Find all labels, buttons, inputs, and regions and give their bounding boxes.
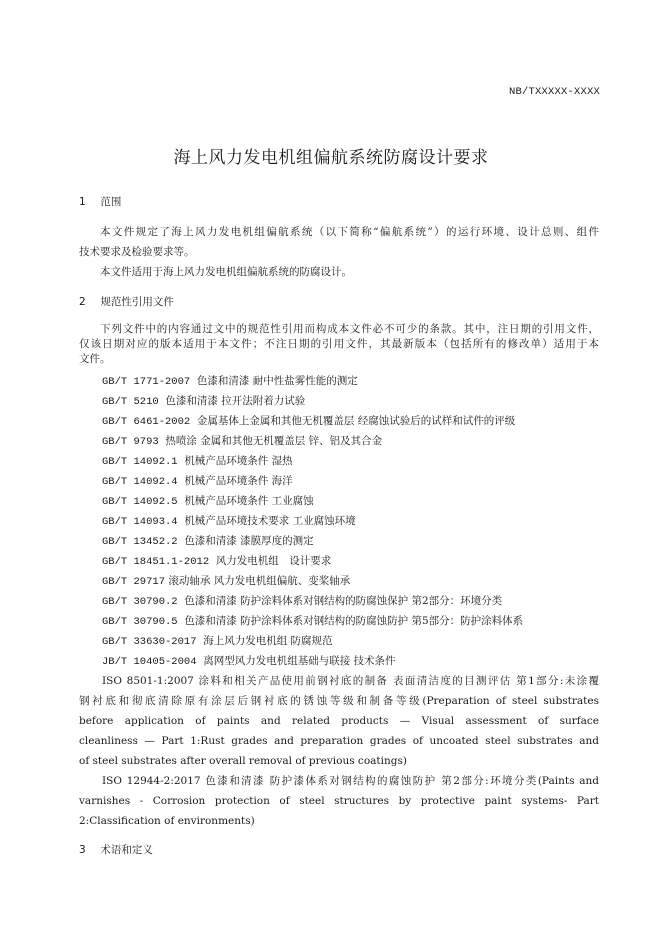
text-line: varnishes - Corrosion protection of steel structures by protective paint systems- Part — [79, 795, 599, 807]
reference-item — [102, 573, 350, 588]
text-line: ISO 12944-2:2017 色漆和清漆 防护漆体系对钢结构的腐蚀防护 第2部分:环境分类(Paints and — [102, 775, 599, 787]
scope-paragraph-2: 本文件适用于海上风力发电机组偏航系统的防腐设计。 — [100, 266, 352, 278]
reference-title: 离网型风力发电机组基础与联接 技术条件 — [203, 655, 396, 667]
document-title: 海上风力发电机组偏航系统防腐设计要求 — [173, 148, 489, 168]
section-heading — [79, 194, 121, 209]
reference-item — [102, 433, 382, 448]
reference-code: GB/T 18451.1-2012 — [102, 556, 210, 568]
reference-title: 机械产品环境条件 湿热 — [184, 455, 293, 467]
reference-item — [102, 553, 331, 568]
reference-code: GB/T 30790.5 — [102, 616, 178, 628]
text-line: 技术要求及检验要求等。 — [79, 246, 195, 258]
reference-title: 色漆和清漆 漆膜厚度的测定 — [184, 535, 314, 547]
reference-code: JB/T 10405-2004 — [102, 656, 197, 668]
text-line: before application of paints and related products — Visual assessment of surface — [79, 715, 599, 727]
text-line: of steel substrates after overall removal of previous coatings) — [79, 755, 407, 767]
reference-code: GB/T 5210 — [102, 396, 159, 408]
text-line: 下列文件中的内容通过文中的规范性引用而构成本文件必不可少的条款。其中，注日期的引用文件， — [100, 323, 599, 335]
reference-item — [102, 453, 293, 468]
reference-title: 风力发电机组 设计要求 — [215, 555, 332, 567]
reference-item — [102, 533, 314, 548]
reference-item — [102, 633, 333, 648]
reference-title: 机械产品环境技术要求 工业腐蚀环境 — [184, 515, 356, 527]
text-line: ISO 8501-1:2007 涂料和相关产品使用前钢衬底的制备 表面清洁度的目测评估 第1部分:未涂覆 — [102, 675, 599, 687]
section-number: 1 — [79, 196, 86, 208]
reference-title: 色漆和清漆 防护涂料体系对钢结构的防腐蚀保护 第2部分：环境分类 — [184, 595, 503, 607]
reference-code: GB/T 9793 — [102, 436, 159, 448]
section-heading — [79, 294, 174, 309]
section-title: 范围 — [100, 196, 122, 208]
reference-code: GB/T 13452.2 — [102, 536, 178, 548]
reference-item — [102, 373, 358, 388]
iso-reference-item — [79, 671, 599, 771]
section-number: 3 — [79, 844, 86, 856]
reference-code: GB/T 14092.4 — [102, 476, 178, 488]
section-title: 规范性引用文件 — [100, 296, 174, 308]
reference-title: 色漆和清漆 耐中性盐雾性能的测定 — [196, 375, 358, 387]
reference-item — [102, 613, 523, 628]
reference-title: 机械产品环境条件 海洋 — [184, 475, 293, 487]
text-line: 钢衬底和彻底清除原有涂层后钢衬底的锈蚀等级和制备等级(Preparation of steel substrates — [79, 695, 599, 707]
reference-title: 滚动轴承 风力发电机组偏航、变桨轴承 — [168, 575, 351, 587]
reference-code: GB/T 29717 — [102, 576, 166, 588]
reference-code: GB/T 30790.2 — [102, 596, 178, 608]
reference-item — [102, 473, 293, 488]
iso-reference-item — [79, 771, 599, 831]
reference-code: GB/T 33630-2017 — [102, 636, 197, 648]
text-line: 文件。 — [79, 353, 111, 365]
text-line: 2:Classification of environments) — [79, 815, 255, 827]
reference-item — [102, 393, 305, 408]
section-title: 术语和定义 — [100, 844, 153, 856]
text-line: cleanliness — Part 1:Rust grades and preparation grades of uncoated steel substrates and — [79, 735, 599, 747]
reference-item — [102, 513, 356, 528]
text-line: 本文件规定了海上风力发电机组偏航系统（以下简称“偏航系统”）的运行环境、设计总则、组件 — [100, 226, 599, 238]
reference-title: 海上风力发电机组 防腐规范 — [203, 635, 333, 647]
reference-title: 色漆和清漆 拉开法附着力试验 — [165, 395, 306, 407]
reference-code: GB/T 1771-2007 — [102, 376, 191, 388]
reference-code: GB/T 6461-2002 — [102, 416, 191, 428]
reference-item — [102, 593, 502, 608]
reference-code: GB/T 14092.5 — [102, 496, 178, 508]
text-line: 仅该日期对应的版本适用于本文件；不注日期的引用文件，其最新版本（包括所有的修改单）适用于本 — [79, 338, 599, 350]
reference-title: 金属基体上金属和其他无机覆盖层 经腐蚀试验后的试样和试件的评级 — [196, 415, 516, 427]
reference-title: 色漆和清漆 防护涂料体系对钢结构的防腐蚀防护 第5部分：防护涂料体系 — [184, 615, 524, 627]
reference-title: 机械产品环境条件 工业腐蚀 — [184, 495, 314, 507]
normative-intro — [79, 322, 599, 367]
reference-code: GB/T 14093.4 — [102, 516, 178, 528]
reference-item — [102, 493, 314, 508]
reference-title: 热喷涂 金属和其他无机覆盖层 锌、铝及其合金 — [165, 435, 383, 447]
section-number: 2 — [79, 296, 86, 308]
reference-code: GB/T 14092.1 — [102, 456, 178, 468]
document-code: NB/TXXXXX-XXXX — [508, 86, 600, 98]
scope-paragraph-1 — [79, 222, 599, 262]
reference-item — [102, 653, 396, 668]
section-heading — [79, 842, 153, 857]
reference-item — [102, 413, 515, 428]
